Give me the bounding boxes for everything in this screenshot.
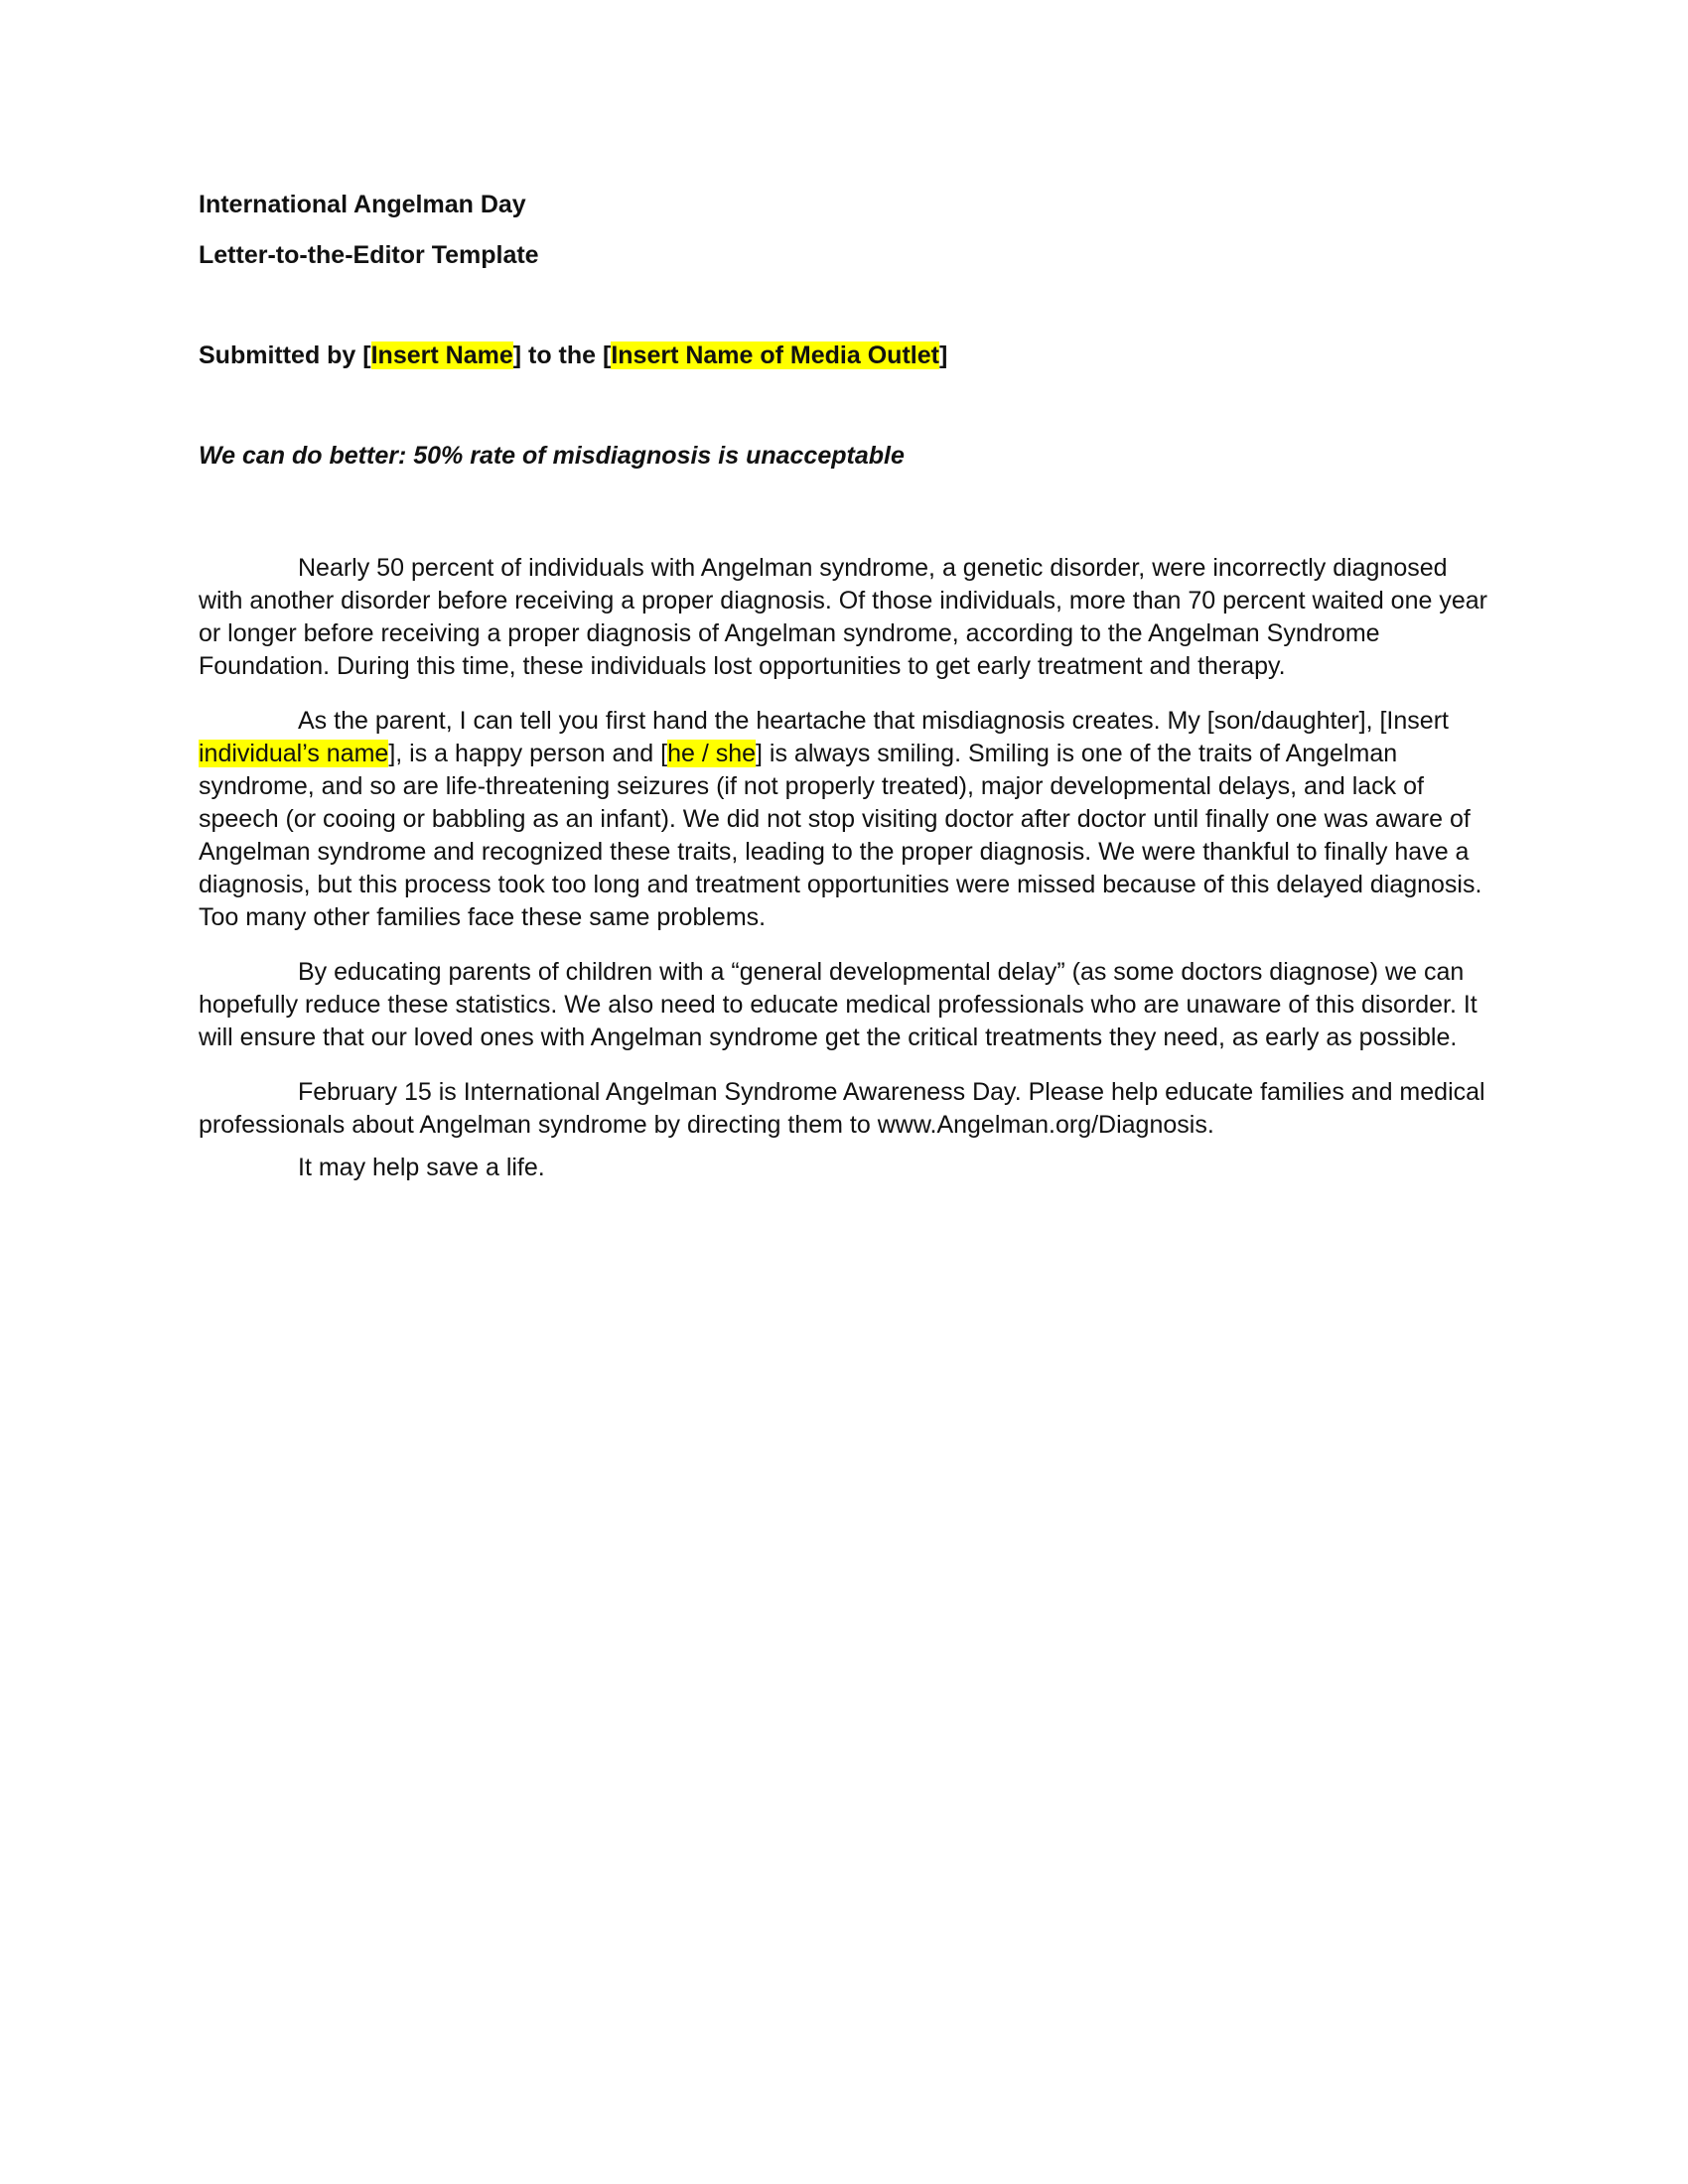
document-subtitle: Letter-to-the-Editor Template <box>199 241 539 269</box>
pronoun-placeholder: he / she <box>667 740 757 767</box>
insert-name-placeholder: Insert Name <box>370 341 513 369</box>
individual-name-placeholder: individual’s name <box>199 740 389 767</box>
submitted-prefix: Submitted by [ <box>199 341 371 369</box>
p2-text-2: ], is a happy person and [ <box>388 740 668 767</box>
body-paragraph-2 <box>199 705 1489 934</box>
body-paragraph-4: February 15 is International Angelman Syndrome Awareness Day. Please help educate families and medical professionals about Angelman syndrome by directing them to www.Angelman.org/Diagnosis. <box>199 1078 1485 1139</box>
p2-text-4: syndrome, and so are life-threatening seizures (if not properly treated), major developmental delays, and lack of speech (or cooing or babbling as an infant). We did not stop visiting doctor after doctor until finally one was aware of Angelman syndrome and recognized these traits, leading to the proper diagnosis. We were thankful to finally have a diagnosis, but this process took too long and treatment opportunities were missed because of this delayed diagnosis. Too many other families face these same problems. <box>199 772 1482 931</box>
p2-text-1: As the parent, I can tell you first hand the heartache that misdiagnosis creates. My [son/daughter], [Insert <box>298 707 1449 735</box>
body-paragraph-3: By educating parents of children with a “general developmental delay” (as some doctors diagnose) we can hopefully reduce these statistics. We also need to educate medical professionals who are unaware of this disorder. It will ensure that our loved ones with Angelman syndrome get the critical treatments they need, as early as possible. <box>199 958 1477 1051</box>
p2-text-3: ] is always smiling. Smiling is one of the traits of Angelman <box>756 740 1398 767</box>
document-title: International Angelman Day <box>199 191 526 218</box>
body-paragraph-5: It may help save a life. <box>298 1154 545 1181</box>
insert-media-outlet-placeholder: Insert Name of Media Outlet <box>611 341 939 369</box>
submitted-line <box>199 340 1489 372</box>
submitted-middle: ] to the [ <box>512 341 612 369</box>
letter-headline: We can do better: 50% rate of misdiagnosis is unacceptable <box>199 442 905 470</box>
body-paragraph-1: Nearly 50 percent of individuals with Angelman syndrome, a genetic disorder, were incorrectly diagnosed with another disorder before receiving a proper diagnosis. Of those individuals, more than 70 percent waited one year or longer before receiving a proper diagnosis of Angelman syndrome, according to the Angelman Syndrome Foundation. During this time, these individuals lost opportunities to get early treatment and therapy. <box>199 554 1487 680</box>
submitted-suffix: ] <box>938 341 948 369</box>
letter-content <box>199 189 1489 1184</box>
